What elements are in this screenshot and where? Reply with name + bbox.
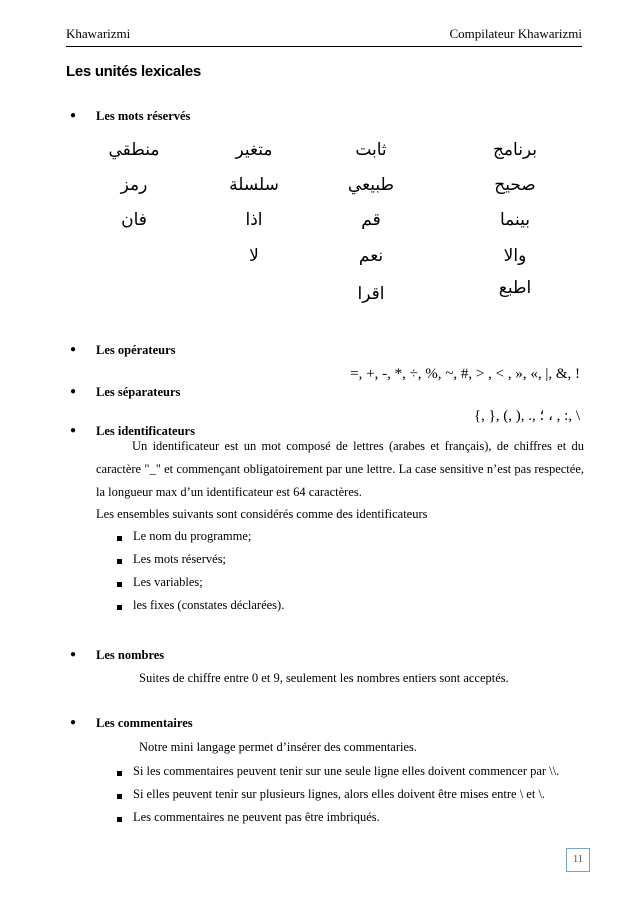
reserved-word: فان [121,210,147,230]
section-title: Les unités lexicales [66,63,201,80]
reserved-word: رمز [120,175,148,195]
reserved-word: نعم [358,246,384,266]
reserved-word: برنامج [492,140,538,160]
header-rule [66,46,582,47]
comment-item: Si les commentaires peuvent tenir sur une seule ligne elles doivent commencer par \\. [133,764,560,778]
reserved-word: متغير [235,140,273,160]
reserved-word: اذا [245,210,263,230]
reserved-word: منطقي [108,140,160,160]
reserved-word: صحيح [494,175,536,195]
comment-item: Si elles peuvent tenir sur plusieurs lignes, alors elles doivent être mises entre \ et \. [133,787,546,801]
square-bullet [117,582,122,587]
reserved-word: لا [249,246,259,266]
bullet-dot: ● [70,344,77,355]
identifiers-heading: Les identificateurs [96,424,195,438]
reserved-word: بينما [500,210,530,230]
header-left: Khawarizmi [66,26,131,41]
reserved-heading: Les mots réservés [96,109,191,123]
square-bullet [117,559,122,564]
square-bullet [117,605,122,610]
separators-list: {, }, (, ), ., ؛ ، , :, \ [473,408,580,424]
identifier-item: Les mots réservés; [133,552,227,566]
comments-intro: Notre mini langage permet d’insérer des commentaries. [139,740,418,754]
bullet-dot: ● [70,649,77,660]
comment-item: Les commentaires ne peuvent pas être imbriqués. [133,810,380,824]
separators-heading: Les séparateurs [96,385,181,399]
operators-heading: Les opérateurs [96,343,176,357]
bullet-dot: ● [70,425,77,436]
reserved-word: قم [361,210,381,230]
numbers-heading: Les nombres [96,648,165,662]
bullet-dot: ● [70,717,77,728]
identifiers-paragraph: Un identificateur est un mot composé de lettres (arabes et français), de chiffres et du caractère "_" et commençant obligatoirement par une lettre. La case sensitive n’est pas respectée, la longueur max d’un identificateur est 64 caractères. [96,439,584,499]
header-right: Compilateur Khawarizmi [449,26,582,41]
numbers-text: Suites de chiffre entre 0 et 9, seulement les nombres entiers sont acceptés. [139,671,509,685]
reserved-word: سلسلة [229,175,279,195]
bullet-dot: ● [70,110,77,121]
square-bullet [117,817,122,822]
reserved-word: ثابت [355,140,387,160]
square-bullet [117,771,122,776]
page-number: 11 [566,848,590,872]
identifiers-intro: Les ensembles suivants sont considérés comme des identificateurs [96,507,428,521]
bullet-dot: ● [70,386,77,397]
reserved-word: اقرا [357,284,385,304]
square-bullet [117,536,122,541]
operators-list: =, +, -, *, ÷, %, ~, #, > , < , », «, |, &, ! [350,366,580,382]
identifier-item: Les variables; [133,575,203,589]
identifier-item: Le nom du programme; [133,529,252,543]
reserved-word: والا [503,246,527,266]
reserved-word: طبيعي [347,175,395,195]
identifier-item: les fixes (constates déclarées). [133,598,285,612]
square-bullet [117,794,122,799]
comments-heading: Les commentaires [96,716,193,730]
reserved-word: اطبع [498,278,532,298]
